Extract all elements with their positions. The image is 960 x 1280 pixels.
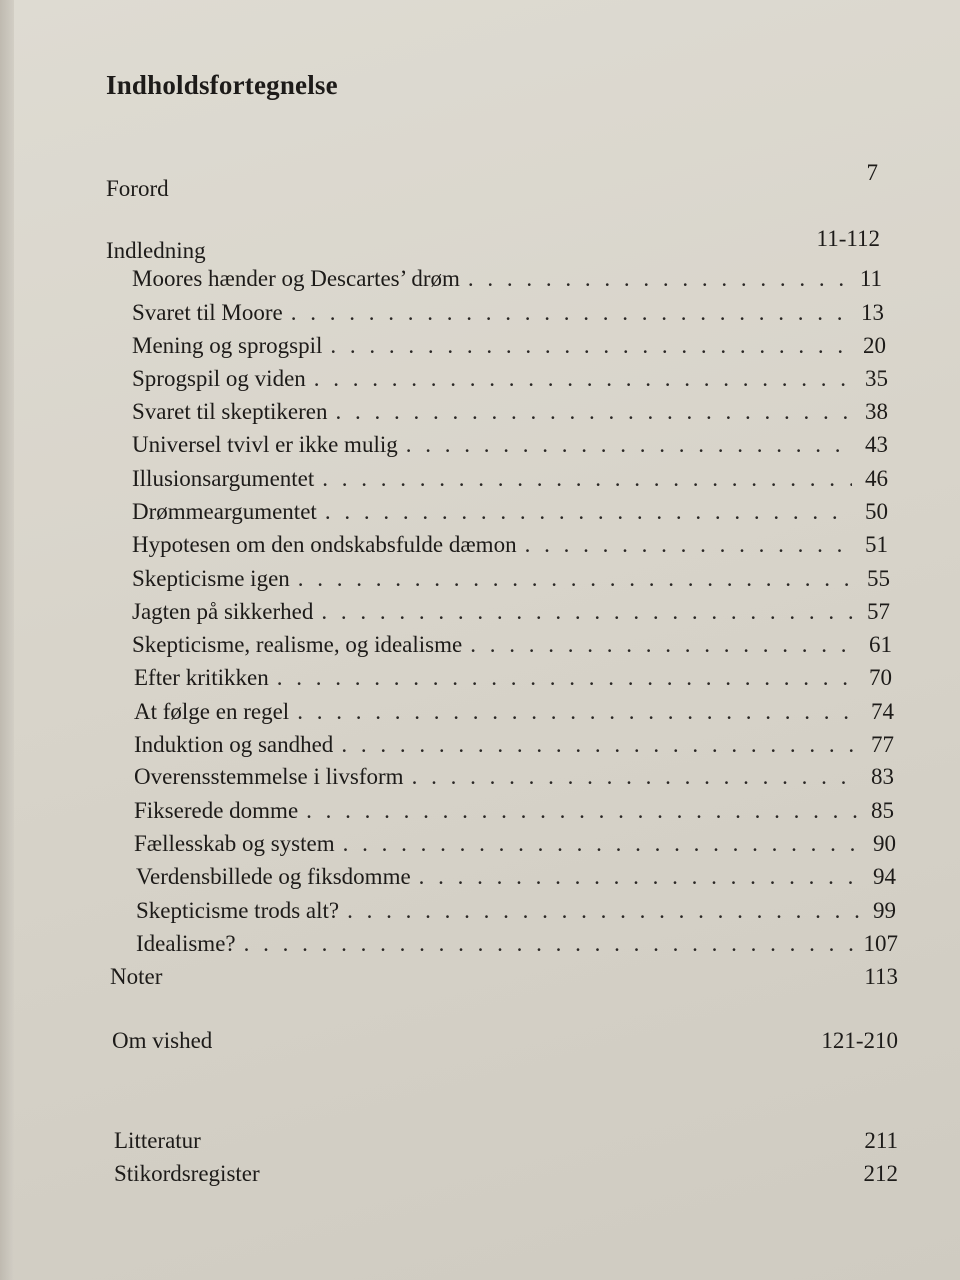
toc-entry-page: 121-210 bbox=[821, 1028, 898, 1053]
toc-entry-label: Stikordsregister bbox=[114, 1161, 260, 1186]
toc-entry-label: Litteratur bbox=[114, 1128, 201, 1153]
leader-dots bbox=[330, 333, 850, 359]
toc-entry-label: Hypotesen om den ondskabsfulde dæmon bbox=[132, 532, 517, 557]
leader-dots bbox=[244, 931, 858, 957]
leader-dots bbox=[470, 632, 856, 658]
toc-entry-page: 11-112 bbox=[816, 226, 880, 251]
toc-entry-litteratur bbox=[114, 1128, 898, 1154]
toc-entry-page: 85 bbox=[871, 798, 894, 823]
toc-subentry bbox=[132, 333, 886, 359]
toc-entry-stikordsregister bbox=[114, 1161, 898, 1187]
toc-entry-label: Mening og sprogspil bbox=[132, 333, 323, 358]
toc-entry-label: Verdensbillede og fiksdomme bbox=[136, 864, 411, 889]
leader-dots bbox=[321, 599, 854, 625]
leader-dots bbox=[341, 732, 858, 758]
toc-title: Indholdsfortegnelse bbox=[106, 70, 338, 100]
toc-entry-page: 83 bbox=[871, 764, 894, 789]
toc-subentry bbox=[132, 399, 888, 425]
toc-entry-page: 113 bbox=[864, 964, 898, 989]
toc-entry-page: 7 bbox=[866, 160, 878, 185]
leader-dots bbox=[343, 831, 860, 857]
toc-subentry bbox=[134, 665, 892, 691]
toc-entry-label: Noter bbox=[110, 964, 163, 989]
toc-entry-label: Universel tvivl er ikke mulig bbox=[132, 432, 398, 457]
toc-entry-page: 20 bbox=[863, 333, 886, 358]
toc-entry-page: 51 bbox=[865, 532, 888, 557]
toc-entry-page: 212 bbox=[863, 1161, 898, 1186]
toc-entry-label: Om vished bbox=[112, 1028, 213, 1053]
toc-subentry bbox=[132, 366, 888, 392]
toc-subentry bbox=[134, 699, 894, 725]
toc-subentry bbox=[134, 732, 894, 758]
leader-dots bbox=[298, 566, 854, 592]
toc-subentry bbox=[132, 532, 888, 558]
toc-entry-page: 70 bbox=[869, 665, 892, 690]
toc-subentry bbox=[136, 864, 896, 890]
leader-dots bbox=[314, 366, 852, 392]
toc-subentry bbox=[134, 831, 896, 857]
toc-entry-page: 211 bbox=[864, 1128, 898, 1153]
toc-entry-label: Forord bbox=[106, 176, 169, 201]
toc-entry-label: Skepticisme, realisme, og idealisme bbox=[132, 632, 463, 657]
toc-entry-page: 46 bbox=[865, 466, 888, 491]
leader-dots bbox=[325, 499, 852, 525]
leader-dots bbox=[412, 764, 858, 790]
toc-entry-label: Sprogspil og viden bbox=[132, 366, 306, 391]
toc-entry-indledning bbox=[106, 238, 878, 264]
toc-entry-page: 107 bbox=[863, 931, 898, 956]
toc-entry-om-vished bbox=[112, 1028, 898, 1054]
toc-entry-label: Svaret til skeptikeren bbox=[132, 399, 328, 424]
toc-entry-page: 13 bbox=[861, 300, 884, 325]
leader-dots bbox=[291, 300, 848, 326]
toc-entry-label: Skepticisme trods alt? bbox=[136, 898, 340, 923]
leader-dots bbox=[406, 432, 852, 458]
toc-entry-label: Jagten på sikkerhed bbox=[132, 599, 314, 624]
toc-entry-forord bbox=[106, 176, 878, 202]
toc-entry-label: Efter kritikken bbox=[134, 665, 269, 690]
toc-entry-page: 57 bbox=[867, 599, 890, 624]
leader-dots bbox=[297, 699, 858, 725]
toc-entry-page: 99 bbox=[873, 898, 896, 923]
toc-entry-page: 38 bbox=[865, 399, 888, 424]
leader-dots bbox=[419, 864, 860, 890]
toc-subentry bbox=[132, 599, 890, 625]
toc-entry-page: 55 bbox=[867, 566, 890, 591]
toc-entry-page: 94 bbox=[873, 864, 896, 889]
toc-entry-label: Induktion og sandhed bbox=[134, 732, 334, 757]
leader-dots bbox=[525, 532, 852, 558]
toc-subentry bbox=[132, 432, 888, 458]
toc-entry-noter bbox=[110, 964, 898, 990]
toc-entry-label: Fællesskab og system bbox=[134, 831, 335, 856]
toc-entry-page: 11 bbox=[859, 266, 882, 291]
toc-entry-page: 77 bbox=[871, 732, 894, 757]
leader-dots bbox=[335, 399, 852, 425]
toc-subentry bbox=[132, 566, 890, 592]
toc-entry-label: Indledning bbox=[106, 238, 206, 263]
toc-subentry bbox=[132, 300, 884, 326]
toc-entry-label: At følge en regel bbox=[134, 699, 290, 724]
toc-subentry bbox=[136, 931, 898, 957]
toc-subentry bbox=[134, 764, 894, 790]
toc-subentry bbox=[132, 466, 888, 492]
toc-subentry bbox=[136, 898, 896, 924]
toc-entry-page: 90 bbox=[873, 831, 896, 856]
leader-dots bbox=[306, 798, 858, 824]
toc-subentry bbox=[132, 499, 888, 525]
toc-entry-label: Svaret til Moore bbox=[132, 300, 283, 325]
toc-entry-page: 35 bbox=[865, 366, 888, 391]
toc-entry-label: Moores hænder og Descartes’ drøm bbox=[132, 266, 460, 291]
toc-entry-page: 74 bbox=[871, 699, 894, 724]
toc-subentry bbox=[134, 798, 894, 824]
toc-entry-label: Overensstemmelse i livsform bbox=[134, 764, 404, 789]
toc-entry-page: 50 bbox=[865, 499, 888, 524]
toc-entry-page: 43 bbox=[865, 432, 888, 457]
toc-entry-page: 61 bbox=[869, 632, 892, 657]
leader-dots bbox=[277, 665, 856, 691]
toc-entry-label: Skepticisme igen bbox=[132, 566, 290, 591]
leader-dots bbox=[347, 898, 860, 924]
leader-dots bbox=[322, 466, 852, 492]
leader-dots bbox=[468, 266, 846, 292]
toc-entry-label: Drømmeargumentet bbox=[132, 499, 317, 524]
toc-entry-label: Idealisme? bbox=[136, 931, 236, 956]
toc-entry-label: Fikserede domme bbox=[134, 798, 299, 823]
toc-subentry bbox=[132, 266, 882, 292]
toc-entry-label: Illusionsargumentet bbox=[132, 466, 315, 491]
toc-subentry bbox=[132, 632, 892, 658]
